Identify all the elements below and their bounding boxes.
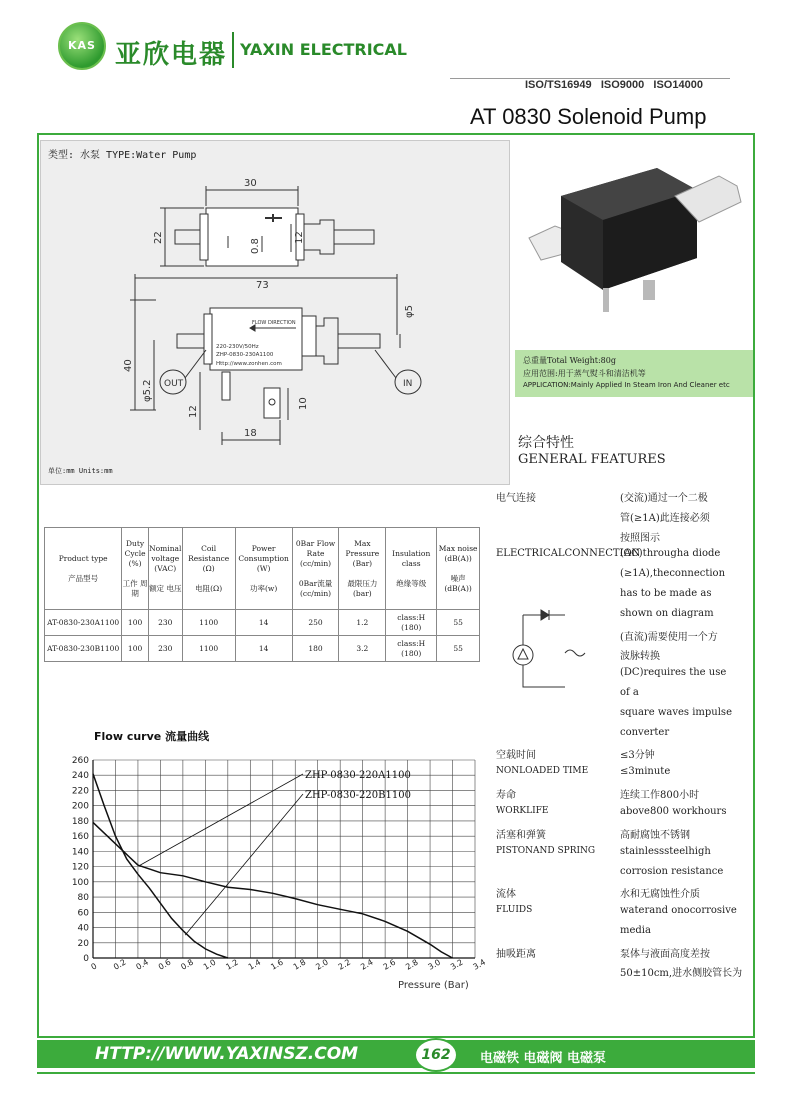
table-row [45, 636, 480, 662]
top-view-right-hex [304, 220, 334, 254]
annotation-leader [185, 794, 303, 935]
top-view-body [206, 208, 298, 266]
page-number-badge [414, 1038, 458, 1072]
table-header-cell: Coil Resistance (Ω) 电阻(Ω) [182, 528, 235, 610]
y-tick-label: 260 [71, 756, 89, 766]
dim-text-18: 18 [244, 428, 257, 439]
spec-table [44, 527, 480, 662]
dim-text-08: 0.8 [250, 238, 261, 254]
feature-value: of a [620, 687, 639, 698]
feature-value: above800 workhours [620, 806, 727, 817]
table-cell: 100 [122, 636, 148, 662]
x-tick-label: 0.6 [156, 957, 173, 972]
pump-triangle [518, 649, 528, 659]
total-weight: 总重量Total Weight:80g [523, 356, 616, 365]
chart-title: Flow curve 流量曲线 [94, 730, 210, 743]
company-logo [58, 22, 106, 70]
top-view-left-nozzle [175, 230, 200, 244]
side-view-left-nozzle [177, 334, 204, 348]
x-tick-label: 2.6 [381, 957, 398, 972]
logo-text: KAS [68, 39, 96, 52]
y-tick-label: 20 [77, 938, 89, 949]
y-tick-label: 120 [71, 862, 89, 873]
side-view-right-block [302, 316, 316, 356]
footer-products: 电磁铁 电磁阀 电磁泵 [480, 1051, 607, 1066]
series-annotation: ZHP-0830-220B1100 [305, 790, 411, 801]
table-header-cell: Power Consumption (W) 功率(w) [235, 528, 292, 610]
feature-value: 管(≥1A)此连接必须 [620, 513, 710, 524]
table-header-row [45, 528, 480, 610]
series-annotation: ZHP-0830-220A1100 [305, 770, 411, 781]
feature-value: (直流)需要使用一个方 [620, 632, 718, 643]
table-header-cell: Insulation class 绝缘等级 [386, 528, 437, 610]
y-tick-label: 100 [71, 877, 89, 888]
feature-label: NONLOADED TIME [496, 766, 589, 776]
feature-value: (AC)througha diode [620, 548, 721, 559]
feature-value: 高耐腐蚀不锈钢 [620, 830, 690, 841]
general-features-title-en: GENERAL FEATURES [518, 452, 666, 467]
ac-wave-symbol [565, 650, 585, 656]
y-tick-label: 60 [77, 908, 89, 919]
side-view-right-hex [316, 318, 338, 364]
x-axis-label: Pressure (Bar) [398, 980, 469, 991]
side-view-left-cap [204, 314, 212, 364]
feature-value: (≥1A),theconnection [620, 568, 726, 579]
x-tick-label: 2.0 [314, 957, 330, 972]
out-leader [185, 350, 206, 378]
pump-label-voltage: 220-230V/50Hz [216, 344, 259, 350]
x-tick-label: 1.8 [291, 957, 308, 972]
footer-url-link[interactable]: HTTP://WWW.YAXINSZ.COM [95, 1044, 359, 1064]
table-cell: 230 [148, 636, 182, 662]
feature-label: WORKLIFE [496, 806, 549, 816]
table-cell: AT-0830-230B1100 [45, 636, 122, 662]
page-number: 162 [421, 1047, 451, 1063]
y-tick-label: 80 [77, 893, 89, 904]
circuit-diagram [505, 605, 605, 695]
x-tick-label: 2.8 [404, 957, 420, 972]
certifications: ISO/TS16949 ISO9000 ISO14000 [525, 79, 703, 91]
in-label: IN [403, 379, 413, 389]
page-header [0, 0, 800, 135]
page-title: AT 0830 Solenoid Pump [470, 104, 707, 129]
feature-value: converter [620, 727, 670, 738]
dim-text-phi52: φ5.2 [142, 379, 153, 402]
y-tick-label: 40 [77, 923, 89, 934]
y-tick-label: 220 [71, 786, 89, 797]
table-cell: 230 [148, 610, 182, 636]
application-range: 应用范围:用于蒸气熨斗和清洁机等 [523, 369, 646, 378]
photo-terminal-2 [643, 280, 655, 300]
table-cell: class:H (180) [386, 610, 437, 636]
dim-text-30: 30 [244, 178, 257, 189]
table-cell: 3.2 [339, 636, 386, 662]
y-tick-label: 140 [71, 847, 89, 858]
table-header-cell: Nominal voltage (VAC) 额定 电压 [148, 528, 182, 610]
terminal-left [222, 372, 230, 400]
feature-value: has to be made as [620, 588, 712, 599]
x-tick-label: 1.0 [201, 957, 218, 972]
dim-text-73: 73 [256, 280, 269, 291]
x-tick-label: 0.8 [179, 957, 195, 972]
terminal-right [264, 388, 280, 418]
feature-label: 电气连接 [496, 493, 536, 504]
feature-label: ELECTRICALCONNECTION [496, 548, 641, 559]
feature-label: 抽吸距离 [496, 949, 536, 960]
y-tick-label: 180 [71, 816, 89, 827]
photo-terminal-1 [603, 288, 609, 312]
feature-value: 按照图示 [620, 533, 660, 544]
table-header-cell: Duty Cycle (%) 工作 周期 [122, 528, 148, 610]
dim-text-12b: 12 [188, 405, 199, 418]
feature-value: square waves impulse [620, 707, 732, 718]
feature-value: 50±10cm,进水侧胶管长为 [620, 968, 743, 979]
x-tick-label: 3.4 [471, 957, 488, 972]
pump-label-url: Http://www.zonhen.com [216, 361, 282, 367]
table-cell: class:H (180) [386, 636, 437, 662]
feature-value: ≤3minute [620, 766, 671, 777]
top-view-right-nozzle [334, 230, 374, 244]
flow-curve-chart [55, 740, 495, 1000]
feature-label: FLUIDS [496, 905, 533, 915]
feature-value: (DC)requires the use [620, 667, 727, 678]
table-header-cell: Max noise (dB(A)) 噪声 (dB(A)) [437, 528, 480, 610]
feature-label: PISTONAND SPRING [496, 846, 596, 856]
y-tick-label: 0 [83, 954, 89, 964]
y-tick-label: 160 [71, 832, 89, 843]
x-tick-label: 0.4 [134, 957, 150, 972]
table-header-cell: Product type 产品型号 [45, 528, 122, 610]
dim-text-40: 40 [123, 359, 134, 372]
feature-value: 泵体与液面高度差按 [620, 949, 710, 960]
feature-value: (交流)通过一个二极 [620, 493, 708, 504]
feature-value: 波脉转换 [620, 651, 660, 662]
dim-text-22: 22 [153, 231, 164, 244]
table-cell: 55 [437, 636, 480, 662]
feature-value: stainlesssteelhigh [620, 846, 711, 857]
feature-label: 空载时间 [496, 750, 536, 761]
feature-value: corrosion resistance [620, 866, 724, 877]
table-cell: 1100 [182, 636, 235, 662]
table-header-cell: 0Bar Flow Rate (cc/min) 0Bar流量 (cc/min) [292, 528, 339, 610]
feature-label: 寿命 [496, 790, 516, 801]
table-row [45, 610, 480, 636]
x-tick-label: 1.4 [246, 957, 263, 972]
feature-value: 水和无腐蚀性介质 [620, 889, 700, 900]
feature-value: media [620, 925, 651, 936]
in-leader [375, 350, 396, 378]
photo-info-strip [515, 350, 753, 397]
dim-text-12a: 12 [294, 231, 305, 244]
x-tick-label: 2.2 [336, 957, 353, 972]
table-cell: AT-0830-230A1100 [45, 610, 122, 636]
out-label: OUT [164, 379, 184, 389]
feature-label: 流体 [496, 889, 516, 900]
table-cell: 55 [437, 610, 480, 636]
x-tick-label: 0.2 [111, 957, 128, 972]
x-tick-label: 3.0 [426, 957, 443, 972]
feature-value: shown on diagram [620, 608, 714, 619]
x-tick-label: 1.2 [224, 957, 240, 972]
side-view-right-nozzle [338, 334, 380, 348]
table-cell: 14 [235, 610, 292, 636]
chart-annotations [140, 770, 411, 935]
x-tick-label: 2.4 [359, 957, 375, 972]
brand-name-en: YAXIN ELECTRICAL [240, 40, 407, 59]
circuit-wires [523, 615, 565, 687]
general-features-title-cn: 综合特性 [518, 435, 574, 451]
brand-name-cn: 亚欣电器 [115, 40, 228, 70]
table-header-cell: Max Pressure (Bar) 最限压力 (bar) [339, 528, 386, 610]
table-cell: 1.2 [339, 610, 386, 636]
diode-symbol [541, 610, 549, 620]
application-en: APPLICATION:Mainly Applied In Steam Iron And Cleaner etc [523, 381, 730, 389]
top-view-left-cap [200, 214, 208, 260]
footer-top-rule [37, 1036, 755, 1038]
pump-drawing-svg [40, 140, 510, 485]
table-cell: 1100 [182, 610, 235, 636]
table-cell: 14 [235, 636, 292, 662]
flow-direction-label: FLOW DIRECTION [252, 320, 296, 326]
chart-y-ticks [72, 756, 89, 964]
y-tick-label: 240 [71, 771, 89, 782]
feature-value: 连续工作800小时 [620, 790, 700, 801]
feature-label: 活塞和弹簧 [496, 830, 546, 841]
x-tick-label: 0 [89, 961, 99, 972]
drawing-units-label: 单位:mm Units:mm [48, 467, 113, 475]
dim-text-phi5: φ5 [404, 305, 415, 318]
y-tick-label: 200 [71, 801, 89, 812]
table-cell: 250 [292, 610, 339, 636]
pump-label-model: ZHP-0830-230A1100 [216, 352, 274, 358]
drawing-type-label: 类型: 水泵 TYPE:Water Pump [48, 150, 197, 161]
x-tick-label: 1.6 [269, 957, 285, 972]
table-cell: 100 [122, 610, 148, 636]
feature-value: ≤3分钟 [620, 750, 655, 761]
chart-x-ticks [90, 958, 488, 972]
product-photo-svg [515, 140, 753, 350]
footer-bottom-rule [37, 1072, 755, 1074]
feature-value: waterand onocorrosive [620, 905, 737, 916]
x-tick-label: 3.2 [449, 957, 465, 972]
dim-text-10: 10 [298, 397, 309, 410]
brand-divider [232, 32, 234, 68]
table-cell: 180 [292, 636, 339, 662]
